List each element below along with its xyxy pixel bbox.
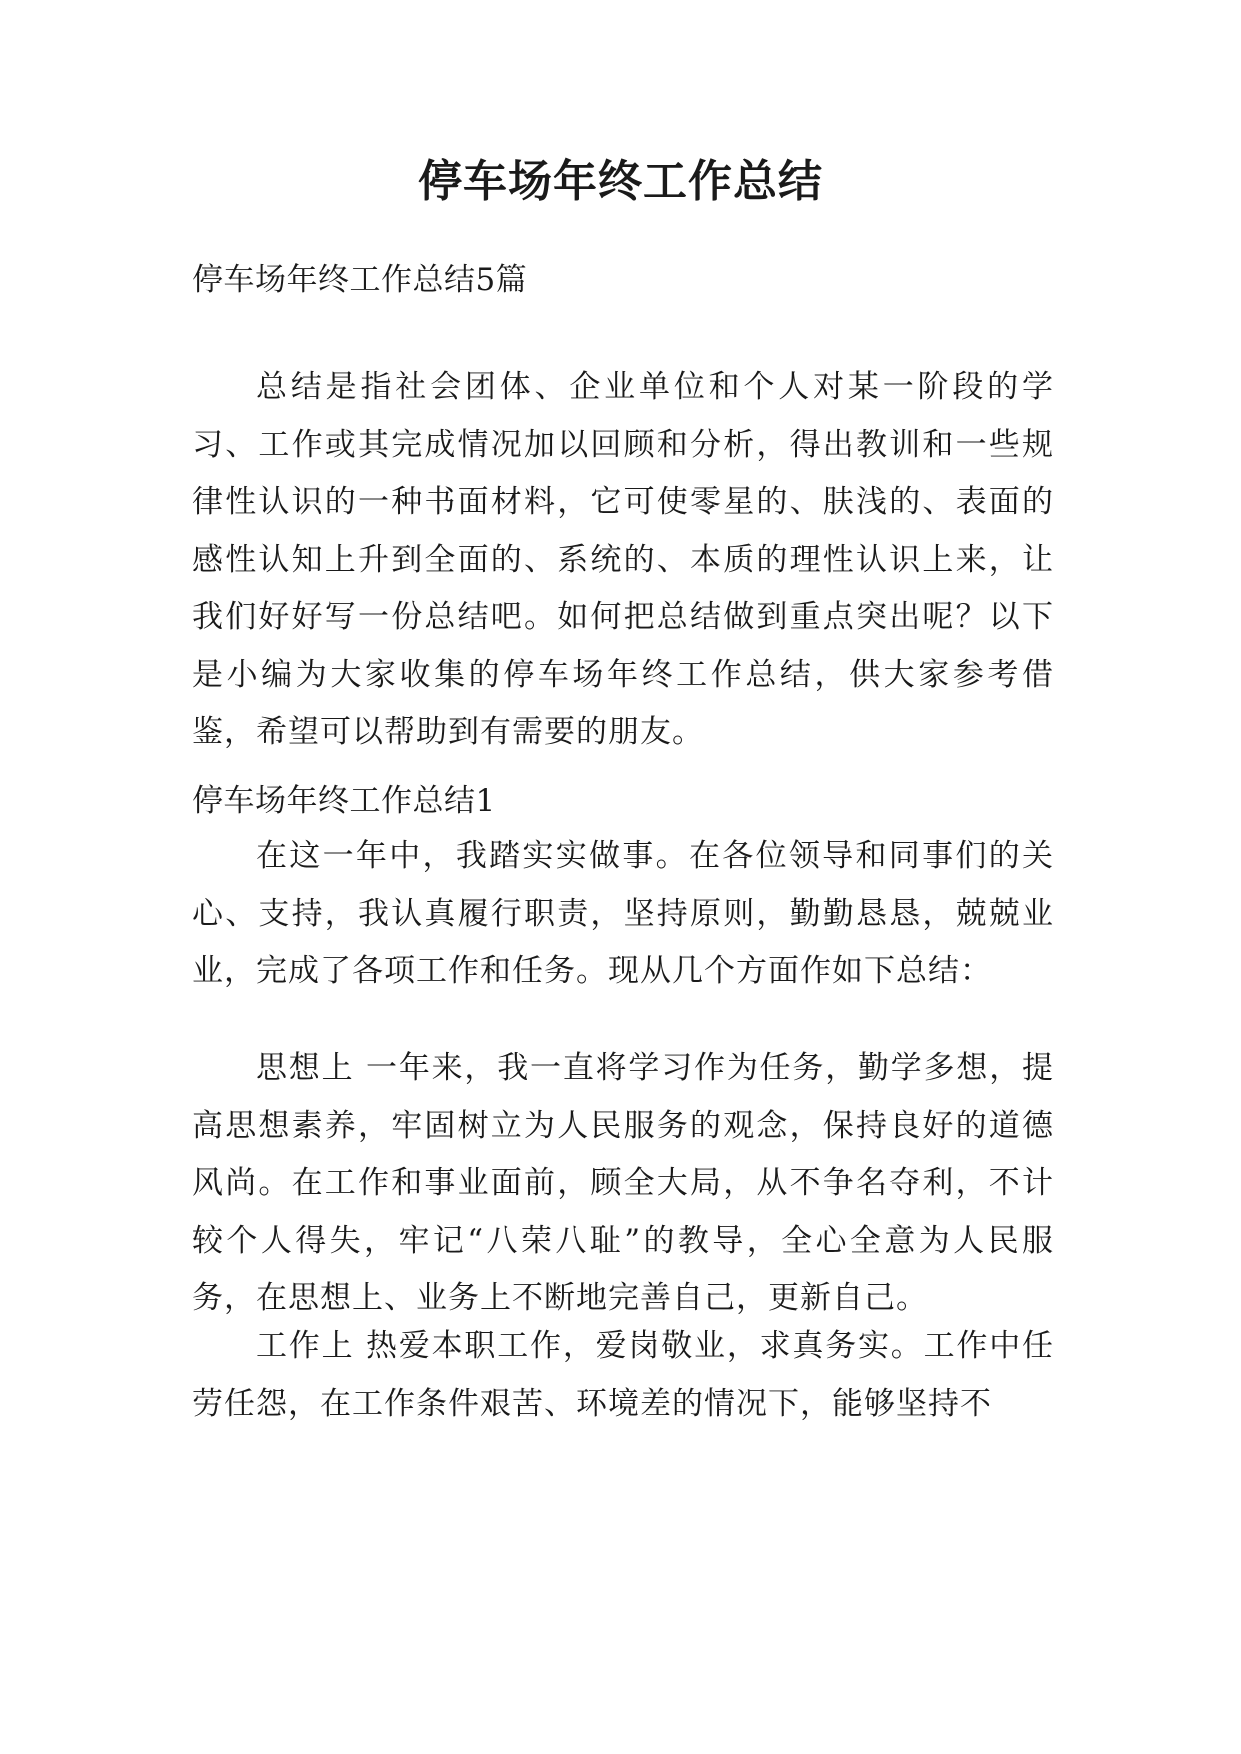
section1-paragraph-1: 在这一年中，我踏实实做事。在各位领导和同事们的关心、支持，我认真履行职责，坚持原则，勤勤恳恳，兢兢业业，完成了各项工作和任务。现从几个方面作如下总结： (192, 838, 1054, 989)
intro-paragraph: 总结是指社会团体、企业单位和个人对某一阶段的学习、工作或其完成情况加以回顾和分析，得出教训和一些规律性认识的一种书面材料，它可使零星的、肤浅的、表面的感性认知上升到全面的、系统的、本质的理性认识上来，让我们好好写一份总结吧。如何把总结做到重点突出呢？以下是小编为大家收集的停车场年终工作总结，供大家参考借鉴，希望可以帮助到有需要的朋友。 (192, 369, 1054, 750)
document-title: 停车场年终工作总结 (418, 156, 823, 207)
section-heading-1: 停车场年终工作总结1 (192, 783, 496, 819)
section1-paragraph-3: 工作上 热爱本职工作，爱岗敬业，求真务实。工作中任劳任怨，在工作条件艰苦、环境差的情况下，能够坚持不 (192, 1328, 1054, 1422)
document-subtitle: 停车场年终工作总结5篇 (192, 262, 528, 298)
section1-paragraph-2: 思想上 一年来，我一直将学习作为任务，勤学多想，提高思想素养，牢固树立为人民服务的观念，保持良好的道德风尚。在工作和事业面前，顾全大局，从不争名夺利，不计较个人得失，牢记“八荣八耻”的教导，全心全意为人民服务，在思想上、业务上不断地完善自己，更新自己。 (192, 1050, 1054, 1316)
